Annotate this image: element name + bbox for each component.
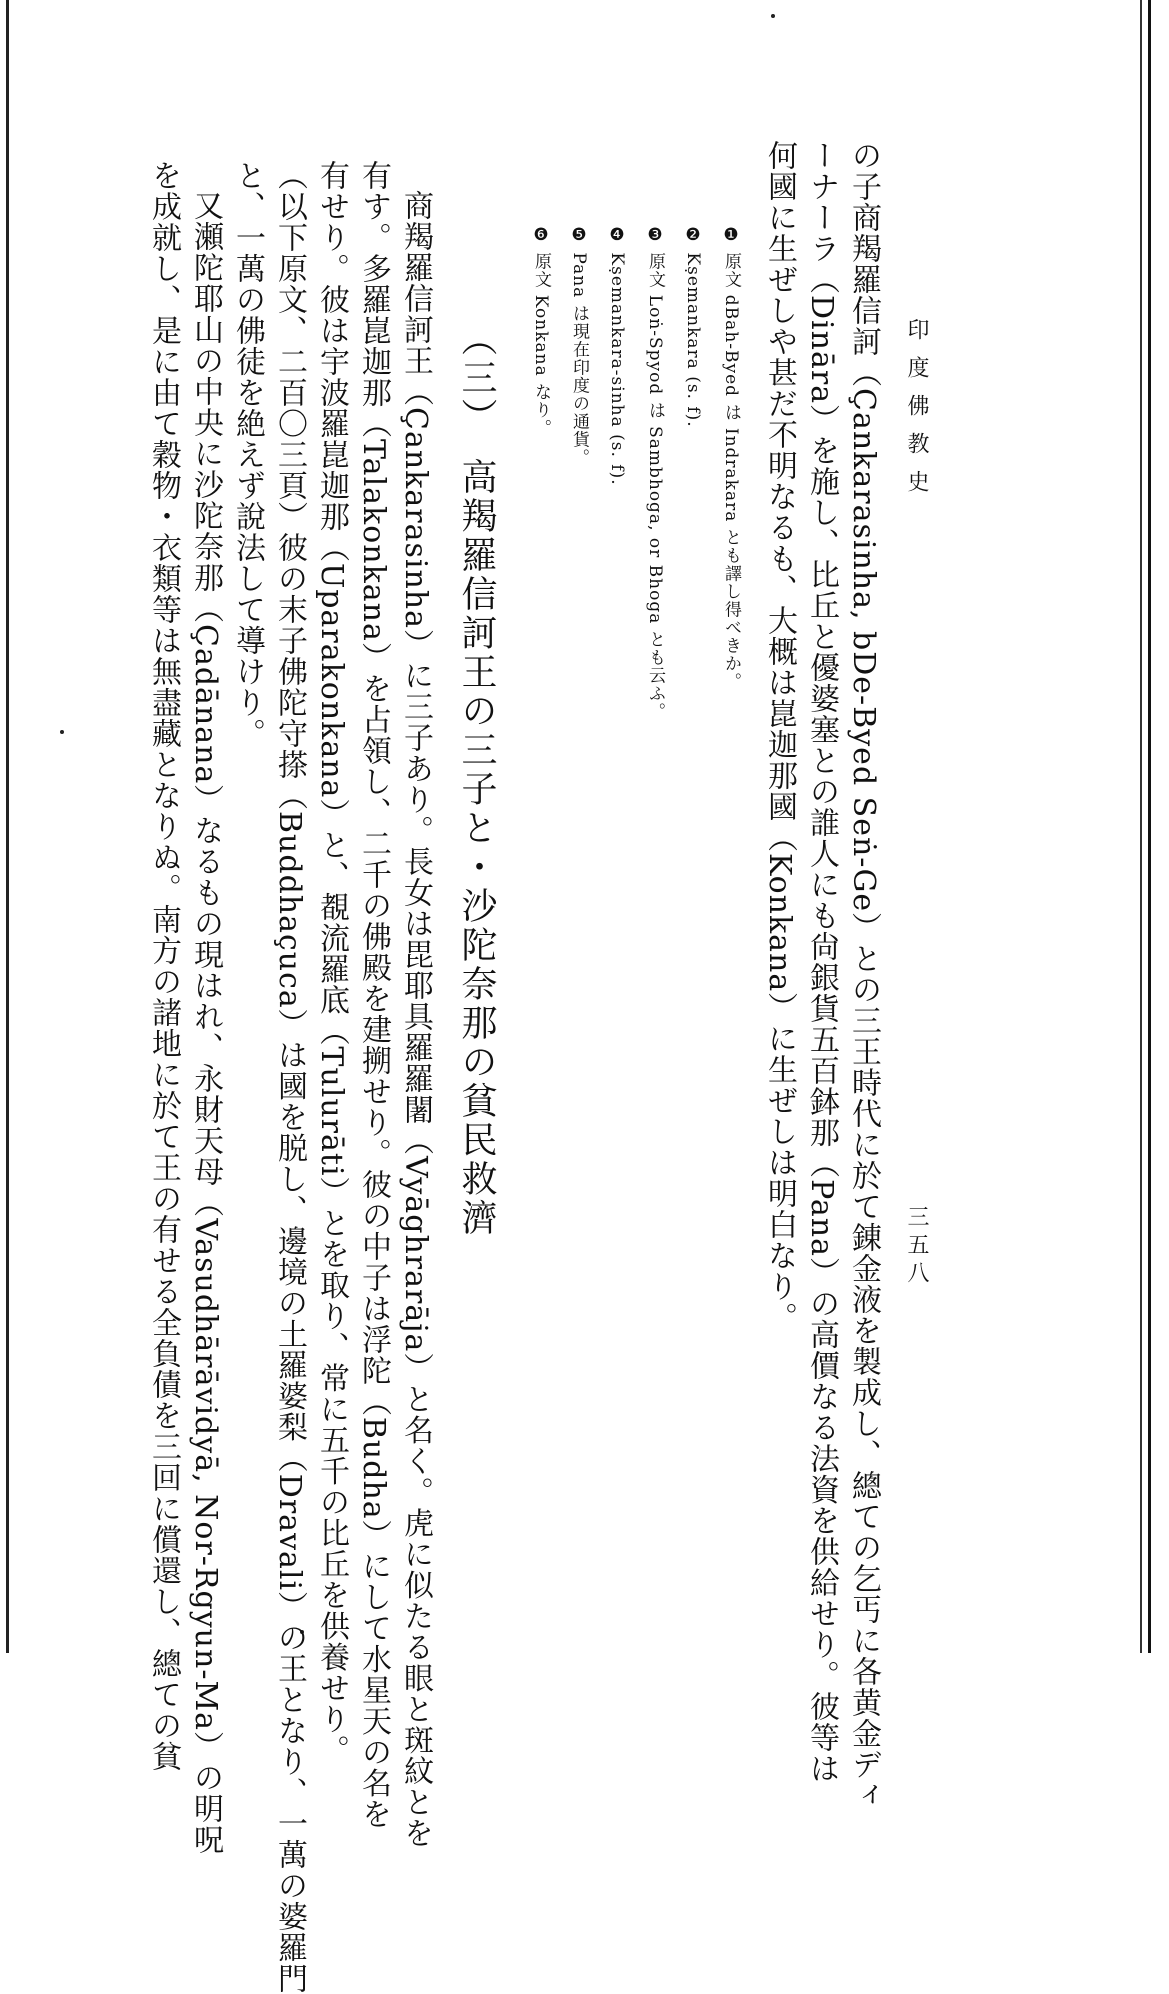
speck — [771, 14, 775, 18]
section-title: （三） 高羯羅信訶王の三子と・沙陀奈那の貧民救濟 — [456, 320, 497, 1238]
footnote-2: ❷ Kṣemankara (s. f). — [683, 225, 703, 428]
paragraph-2-line-1: 商羯羅信訶王（Çankarasinha）に三子あり。長女は毘耶具羅羅闍（Vyāghrarāja）と名く。虎に似たる眼と斑紋とを — [398, 190, 433, 1849]
running-head: 印度佛教史 — [904, 318, 929, 508]
paragraph-3-line-2: を成就し、是に由て穀物・衣類等は無盡藏となりぬ。南方の諸地に於て王の有せる全負債を三回に償還し、總ての貧 — [146, 160, 181, 1772]
paragraph-2-line-3: 有せり。彼は宇波羅崑迦那（Uparakonkana）と、覩流羅底（Tulurāti）とを取り、常に五千の比丘を供養せり。 — [314, 160, 349, 1766]
footnote-4: ❹ Kṣemankara-sinha (s. f). — [607, 225, 627, 486]
speck — [60, 730, 64, 734]
footnote-5: ❺ Pana は現在印度の通貨。 — [569, 225, 589, 467]
paragraph-1-line-2: ーナーラ（Dināra）を施し、比丘と優婆塞との誰人にも尙銀貨五百鉢那（Pana）の高價なる法資を供給せり。彼等は — [804, 140, 839, 1785]
paragraph-3-line-1: 又瀬陀耶山の中央に沙陀奈那（Çadānana）なるもの現はれ、永財天母（Vasudhārāvidyā, Nor-Rgyun-Ma）の明呪 — [188, 190, 223, 1856]
page-number: 三五八 — [904, 1205, 929, 1289]
footnote-1: ❶ 原文 dBah-Byed は Indrakara とも譯し得べきか。 — [721, 225, 741, 691]
footnote-3: ❸ 原文 Loṅ-Spyod は Sambhoga, or Bhoga とも云ふ。 — [645, 225, 665, 721]
paragraph-2-line-5: と、一萬の佛徒を絶えず說法して導けり。 — [230, 160, 265, 749]
left-page-edge — [6, 0, 9, 1653]
right-page-edge — [1140, 0, 1151, 1653]
footnote-6: ❻ 原文 Konkana なり。 — [531, 225, 551, 438]
paragraph-1-line-1: の子商羯羅信訶（Çankarasinha, bDe-Byed Seṅ-Ge）との三王時代に於て錬金液を製成し、總ての乞丐に各黄金ディ — [846, 140, 881, 1812]
paragraph-2-line-4: （以下原文、二百〇三頁）彼の末子佛陀守搽（Buddhaçuca）は國を脱し、邊境の土羅婆梨（Dravali）の王となり、一萬の婆羅門 — [272, 160, 307, 1994]
paragraph-2-line-2: 有す。多羅崑迦那（Talakonkana）を占領し、二千の佛殿を建搠せり。彼の中子は浮陀（Budha）にして水星天の名を — [356, 160, 391, 1830]
paragraph-1-line-3: 何國に生ぜしや甚だ不明なるも、大概は崑迦那國（Konkana）に生ぜしは明白なり。 — [762, 140, 797, 1334]
